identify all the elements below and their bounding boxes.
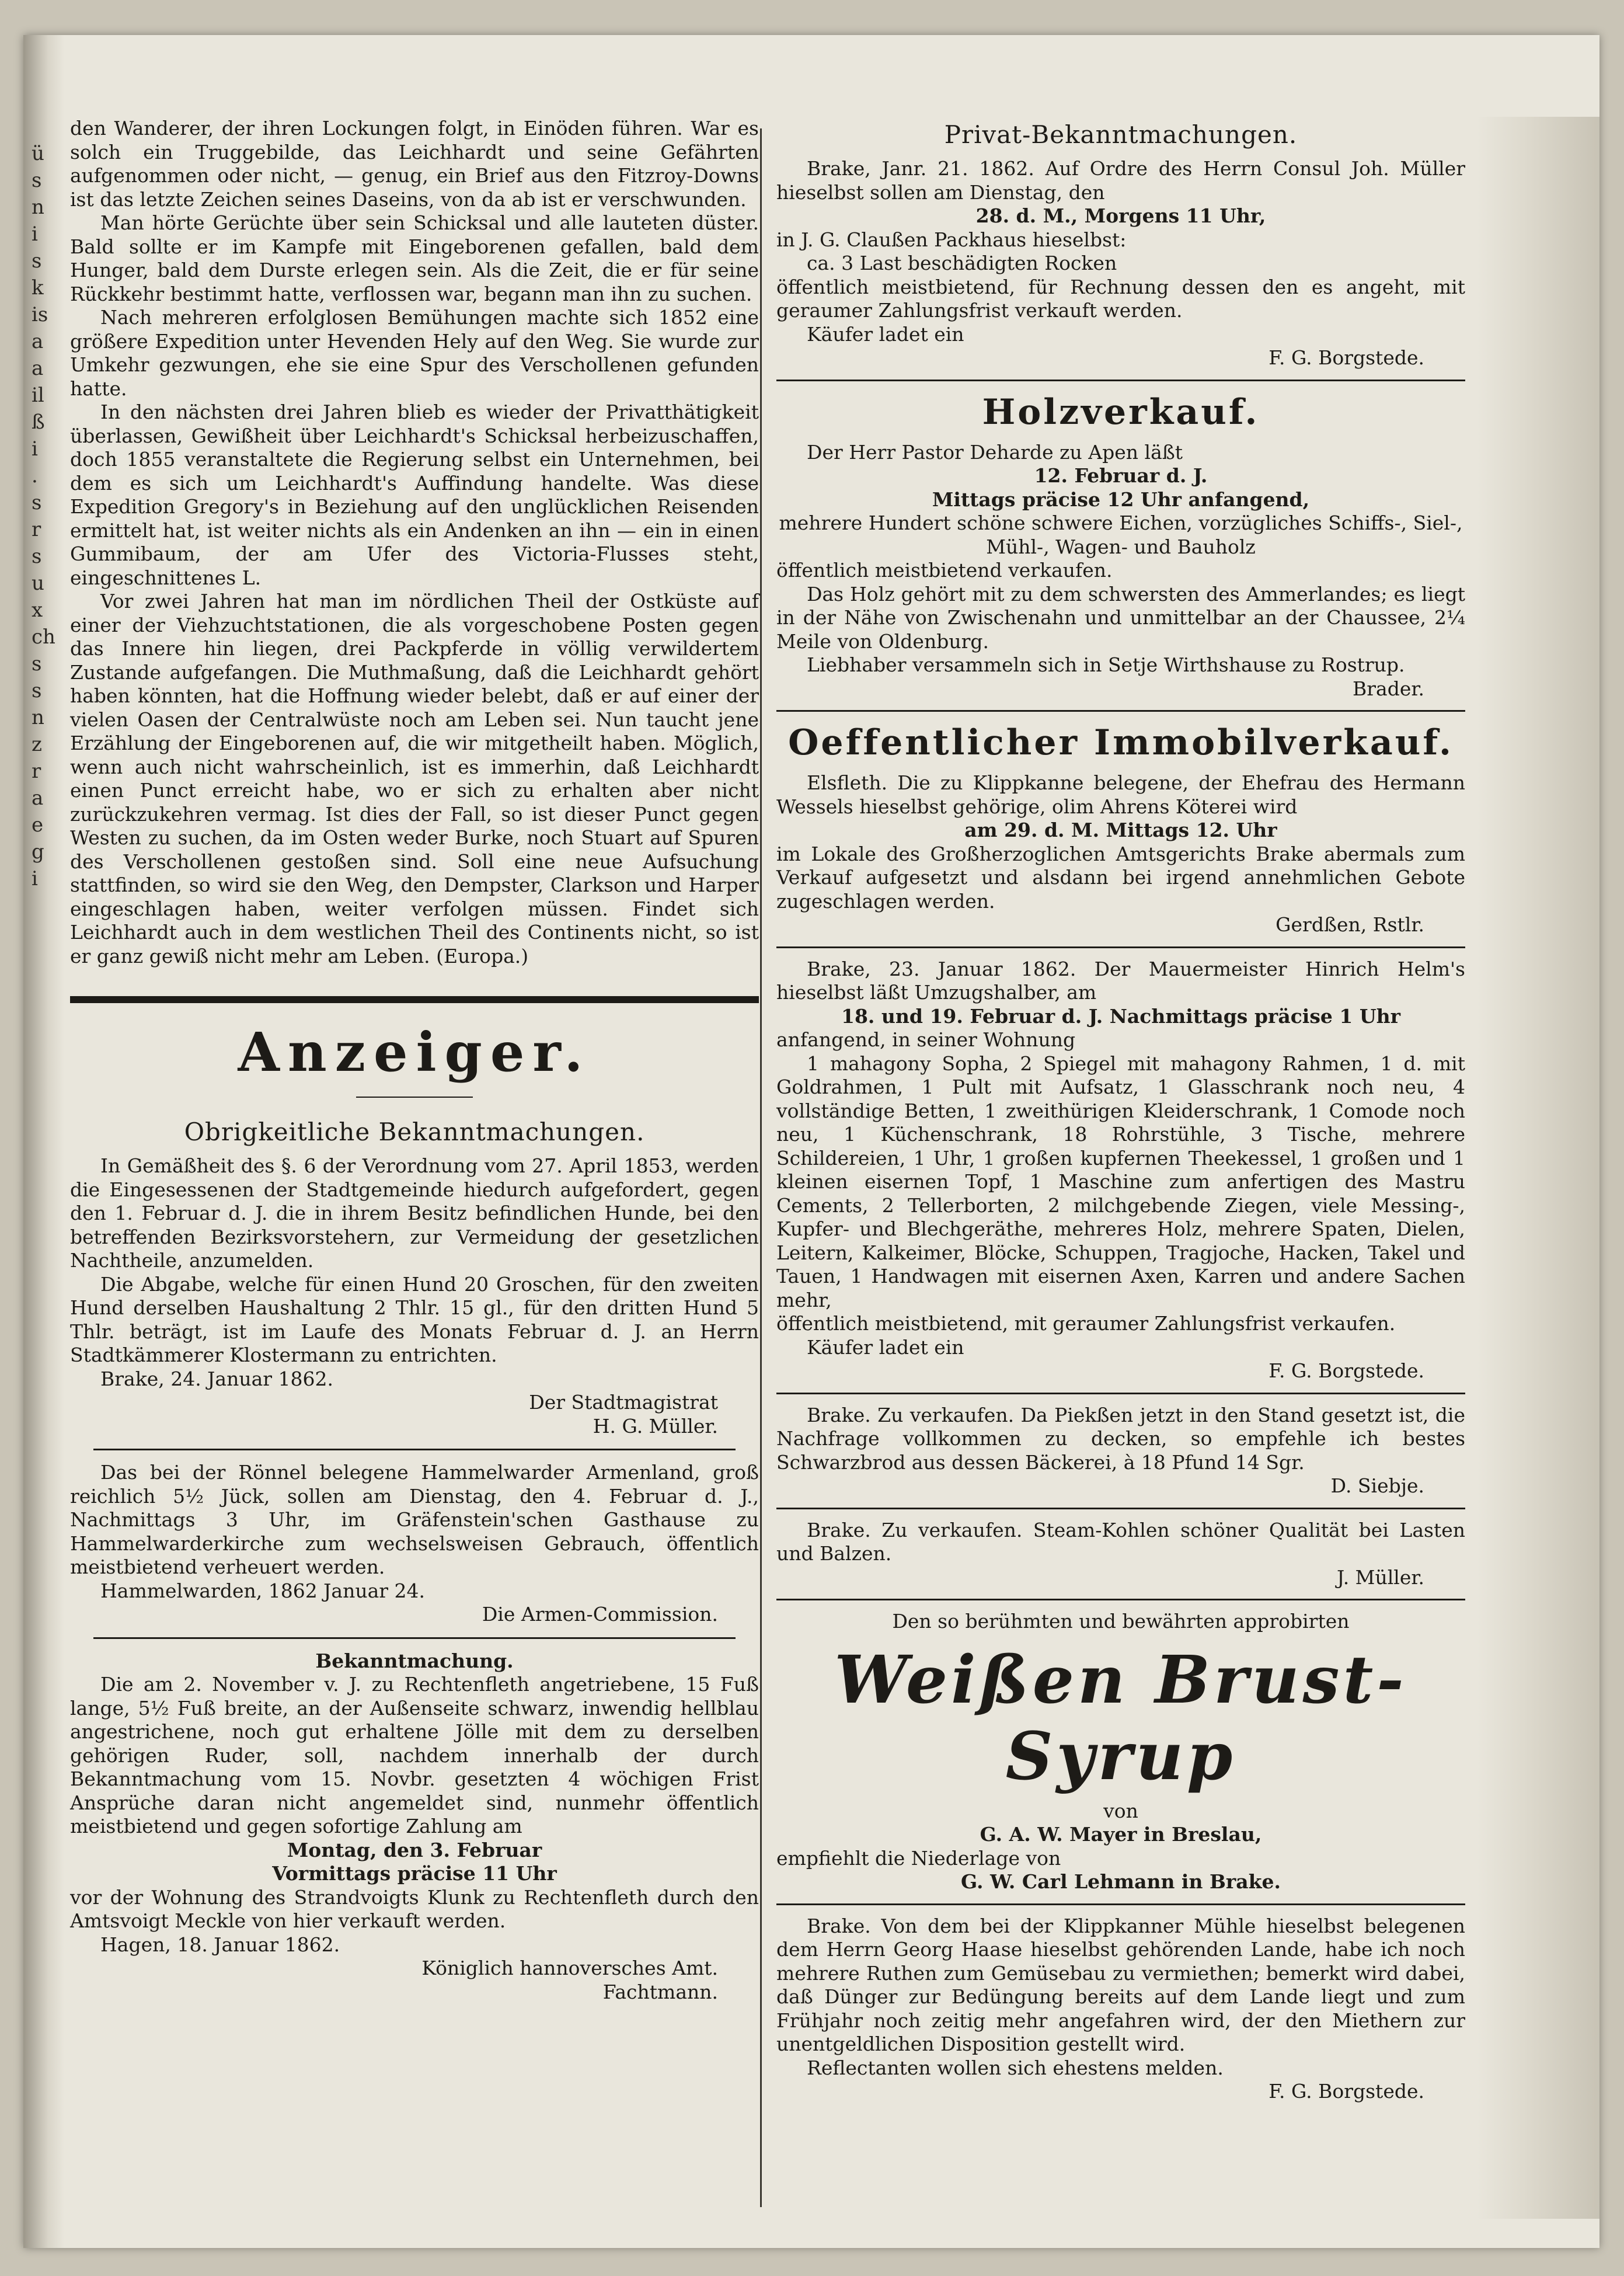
ad-text: Liebhaber versammeln sich in Setje Wirthshause zu Rostrup. [807,653,1405,676]
ad-rule [776,710,1465,712]
ad-text: Reflectanten wollen sich ehestens melden. [807,2056,1224,2079]
margin-fragment: . [32,464,38,488]
notice-text: Das bei der Rönnel belegene Hammelwarder Armenland, groß reichlich 5½ Jück, sollen am Dienstag, den 4. Februar d. J., Nachmittags 3 Uhr, im Gräfenstein'schen Gasthause zu Hammelwarderkirche zum wechselsweisen Gebrauch, öffentlich meistbietend verheuert werden. [70,1461,759,1578]
section-rule [70,996,759,1003]
margin-fragment: i [32,867,38,890]
notice-place: Brake, 24. Januar 1862. [100,1367,333,1390]
ad-rule [776,1599,1465,1600]
article-paragraph: den Wanderer, der ihren Lockungen folgt, in Einöden führen. War es solch ein Truggebilde, das Leichhardt und seine Gefährten aufgenommen oder nicht, — genug, ein Brief aus den Fitzroy-Downs ist das letzte Zeichen seines Daseins, von da ab ist er verschwunden. [70,117,759,211]
ad-signature: J. Müller. [1337,1565,1424,1589]
article-paragraph: Nach mehreren erfolglosen Bemühungen machte sich 1852 eine größere Expedition unter Hevenden Hely auf den Weg. Sie wurde zur Umkehr gezwungen, ehe sie eine Spur des Verschollenen gefunden hatte. [70,306,759,400]
notice-signature: H. G. Müller. [593,1414,718,1438]
margin-fragment: s [32,249,42,273]
ad-text: Käufer ladet ein [807,1335,964,1359]
ad-text: empfiehlt die Niederlage von [776,1846,1061,1870]
ad-text: von [1103,1799,1138,1822]
ad-text: Brake. Von dem bei der Klippkanner Mühle hieselbst belegenen dem Herrn Georg Haase hieselbst gehörenden Lande, habe ich noch mehrere Ruthen zum Gemüsebau zu vermiethen; bemerkt wird dabei, daß Dünger zur Bedüngung bereits auf dem Lande liegt und zum Frühjahr noch zeitig mehr angefahren wird, der den Miethern zur unentgeldlichen Disposition gestellt wird. [776,1914,1465,2055]
ad-text: öffentlich meistbietend, für Rechnung dessen den es angeht, mit geraumer Zahlungsfrist verkauft werden. [776,275,1465,322]
notice-signature: Der Stadtmagistrat [529,1391,718,1414]
ad-signature: F. G. Borgstede. [1268,1359,1424,1382]
margin-fragment: g [32,840,44,864]
immobilverkauf-heading: Oeffentlicher Immobilverkauf. [788,722,1454,763]
notice-signature: Königlich hannoversches Amt. [421,1957,718,1979]
ad-text: Brake. Zu verkaufen. Steam-Kohlen schöner Qualität bei Lasten und Balzen. [776,1518,1465,1565]
margin-fragment: s [32,652,42,676]
article-paragraph: In den nächsten drei Jahren blieb es wieder der Privatthätigkeit überlassen, Gewißheit über Leichhardt's Schicksal herbeizuschaffen, doch 1855 veranstaltete die Regierung selbst ein Unternehmen, bei dem es sich um Leichhardt's Auffindung handelte. Was diese Expedition Gregory's in Beziehung auf den unglücklichen Reisenden ermittelt hat, ist weiter nichts als ein Andenken an ihn — ein in einen Gummibaum, der am Ufer des Victoria-Flusses steht, eingeschnittenes L. [70,401,759,589]
ad-rule [776,1393,1465,1394]
notice-date: Vormittags präcise 11 Uhr [272,1862,557,1885]
right-column [776,117,1465,2104]
notice-rule [93,1637,736,1639]
margin-fragment: s [32,545,42,568]
margin-fragment: s [32,679,42,702]
ad-text: mehrere Hundert schöne schwere Eichen, vorzügliches Schiffs-, Siel-, Mühl-, Wagen- und Bauholz [779,511,1463,558]
ad-text: anfangend, in seiner Wohnung [776,1028,1076,1051]
ad-signature: F. G. Borgstede. [1268,2080,1424,2103]
ad-text: Käufer ladet ein [807,322,964,346]
ad-text: Brake, Janr. 21. 1862. Auf Ordre des Herrn Consul Joh. Müller hieselbst sollen am Dienstag, den [776,157,1465,204]
notice-text: In Gemäßheit des §. 6 der Verordnung vom 27. April 1853, werden die Eingesessenen der Stadtgemeinde hiedurch aufgefordert, gegen den 1. Februar d. J. die in ihrem Besitz befindlichen Hunde, bei den betreffenden Bezirksvorstehern, zur Vermeidung der gesetzlichen Nachtheile, anzumelden. [70,1154,759,1272]
ad-signature: Brader. [1353,677,1424,700]
notice-title: Bekanntmachung. [315,1649,514,1672]
margin-fragment: k [32,276,44,300]
ad-signature: Gerdßen, Rstlr. [1275,913,1424,936]
notice-text: Die am 2. November v. J. zu Rechtenfleth angetriebene, 15 Fuß lange, 5½ Fuß breite, an der Außenseite schwarz, inwendig hellblau angestrichene, noch gut erhaltene Jölle mit dem zu derselben gehörigen Ruder, soll, nachdem innerhalb der durch Bekanntmachung vom 15. Novbr. gesetzten 4 wöchigen Frist Ansprüche daran nicht angemeldet sind, nunmehr öffentlich meistbietend und gegen sofortige Zahlung am [70,1673,759,1837]
notice-signature: Fachtmann. [602,1980,718,2003]
ad-text: Brake, 23. Januar 1862. Der Mauermeister Hinrich Helm's hieselbst läßt Umzugshalber, am [776,957,1465,1004]
ad-rule [776,1508,1465,1509]
official-notices-heading: Obrigkeitliche Bekanntmachungen. [184,1118,645,1146]
ad-maker: G. A. W. Mayer in Breslau, [980,1823,1262,1846]
margin-fragment: s [32,491,42,514]
margin-fragment: a [32,330,44,353]
ad-text: in J. G. Claußen Packhaus hieselbst: [776,228,1127,251]
notice-place: Hammelwarden, 1862 Januar 24. [100,1579,426,1602]
syrup-heading: Weißen Brust-Syrup [834,1641,1407,1795]
margin-fragment: a [32,786,44,810]
ad-intro: Den so berühmten und bewährten approbirten [892,1610,1350,1633]
margin-fragment: a [32,357,44,380]
margin-fragment: s [32,169,42,192]
ad-text: öffentlich meistbietend, mit geraumer Zahlungsfrist verkaufen. [776,1312,1396,1335]
ad-date: 18. und 19. Februar d. J. Nachmittags präcise 1 Uhr [841,1004,1400,1028]
short-rule [356,1097,473,1098]
ad-text: Elsfleth. Die zu Klippkanne belegene, der Ehefrau des Hermann Wessels hieselbst gehörige, olim Ahrens Köterei wird [776,771,1465,818]
margin-fragment: r [32,760,41,783]
column-divider [760,128,762,2207]
margin-fragment: e [32,813,44,837]
ad-signature: D. Siebje. [1330,1474,1424,1497]
margin-fragment: r [32,518,41,541]
left-column [70,117,759,2004]
ad-text: Das Holz gehört mit zu dem schwersten des Ammerlandes; es liegt in der Nähe von Zwischenahn und unmittelbar an der Chaussee, 2¼ Meile von Oldenburg. [776,582,1465,653]
ad-time: Mittags präcise 12 Uhr anfangend, [932,488,1310,511]
ad-text: Brake. Zu verkaufen. Da Piekßen jetzt in den Stand gesetzt ist, die Nachfrage vollkommen zu decken, so empfehle ich bestes Schwarzbrod aus dessen Bäckerei, à 18 Pfund 14 Sgr. [776,1403,1465,1474]
ad-dealer: G. W. Carl Lehmann in Brake. [961,1870,1281,1893]
margin-fragment: n [32,196,44,219]
margin-fragment: n [32,706,44,729]
holzverkauf-heading: Holzverkauf. [982,391,1260,433]
ad-date: am 29. d. M. Mittags 12. Uhr [964,819,1277,841]
margin-fragment: u [32,572,44,595]
margin-fragment: i [32,222,38,246]
margin-fragment: ß [32,410,45,434]
margin-fragment: x [32,598,43,622]
margin-fragment: ü [32,142,44,165]
ad-rule [776,946,1465,948]
ad-signature: F. G. Borgstede. [1268,346,1424,369]
margin-fragment: il [32,384,44,407]
notice-signature: Die Armen-Commission. [482,1603,718,1626]
newspaper-page [23,35,1599,2248]
ad-item-list: 1 mahagony Sopha, 2 Spiegel mit mahagony Rahmen, 1 d. mit Goldrahmen, 1 Pult mit Aufsatz, 1 Glasschrank noch neu, 4 vollständige Betten, 1 zweithürigen Kleiderschrank, 1 Comode noch neu, 1 Küchenschrank, 18 Rohrstühle, 3 Tische, mehrere Schildereien, 1 Uhr, 1 großen kupfernen Theekessel, 1 großen und 1 kleinen eisernen Topf, 1 Maschine zum anfertigen des Mastru Cements, 2 Tellerborten, 2 milchgebende Ziegen, viele Messing-, Kupfer- und Blechgeräthe, mehreres Holz, mehrere Spaten, Dielen, Leitern, Kalkeimer, Blöcke, Schuppen, Tragjoche, Hacken, Takel und Tauen, 1 Handwagen mit eisernen Axen, Karren und andere Sachen mehr, [776,1052,1465,1311]
notice-place: Hagen, 18. Januar 1862. [100,1933,340,1956]
ad-date: 28. d. M., Morgens 11 Uhr, [975,204,1266,227]
ad-text: im Lokale des Großherzoglichen Amtsgerichts Brake abermals zum Verkauf aufgesetzt und alsdann bei irgend annehmlichen Gebote zugeschlagen werden. [776,842,1465,913]
page-edge-shadow [1477,117,1599,2219]
article-paragraph: Vor zwei Jahren hat man im nördlichen Theil der Ostküste auf einer der Viehzuchtstationen, die als vorgeschobene Posten gegen das Innere hin liegen, drei Packpferde in völlig verwildertem Zustande aufgefangen. Die Muthmaßung, daß die Leichhardt gehört haben könnten, hat die Hoffnung wieder belebt, daß er auf einer der vielen Oasen der Centralwüste noch am Leben sei. Nun taucht jene Erzählung der Eingeborenen auf, die wir mitgetheilt haben. Möglich, wenn auch nicht wahrscheinlich, ist es immerhin, daß Leichhardt einen Punct erreicht habe, wo er sich zu erhalten aber nicht zurückzukehren vermag. Ist dies der Fall, so ist dieser Punct gegen Westen zu suchen, da im Osten weder Burke, noch Stuart auf Spuren des Verschollenen gestoßen sind. Soll eine neue Aufsuchung stattfinden, so wird sie den Weg, den Dempster, Clarkson und Harper eingeschlagen haben, weiter verfolgen müssen. Findet sich Leichhardt auch in dem westlichen Theil des Continents nicht, so ist er ganz gewiß nicht mehr am Leben. (Europa.) [70,590,759,968]
left-margin-strip [32,140,55,892]
article-paragraph: Man hörte Gerüchte über sein Schicksal und alle lauteten düster. Bald sollte er im Kampfe mit Eingeborenen gefallen, bald dem Hunger, bald dem Durste erlegen sein. Als die Zeit, die er für seine Rückkehr bestimmt hatte, verflossen war, begann man ihn zu suchen. [70,211,759,305]
margin-fragment: is [32,303,48,326]
ad-rule [776,380,1465,381]
ad-text: Der Herr Pastor Deharde zu Apen läßt [807,440,1183,464]
notice-text: Die Abgabe, welche für einen Hund 20 Groschen, für den zweiten Hund derselben Haushaltung 2 Thlr. 15 gl., für den dritten Hund 5 Thlr. beträgt, ist im Laufe des Monats Februar d. J. an Herrn Stadtkämmerer Klostermann zu entrichten. [70,1272,759,1366]
ad-rule [776,1903,1465,1905]
margin-fragment: z [32,733,42,756]
private-notices-heading: Privat-Bekanntmachungen. [944,120,1298,149]
ad-text: ca. 3 Last beschädigten Rocken [807,252,1117,274]
notice-text: vor der Wohnung des Strandvoigts Klunk zu Rechtenfleth durch den Amtsvoigt Meckle von hier verkauft werden. [70,1885,759,1932]
ad-text: öffentlich meistbietend verkaufen. [776,559,1113,582]
notice-rule [93,1449,736,1450]
ad-date: 12. Februar d. J. [1034,464,1208,487]
notice-date: Montag, den 3. Februar [287,1838,542,1861]
anzeiger-heading: Anzeiger. [238,1021,591,1084]
margin-fragment: i [32,437,38,461]
margin-fragment: ch [32,625,55,649]
